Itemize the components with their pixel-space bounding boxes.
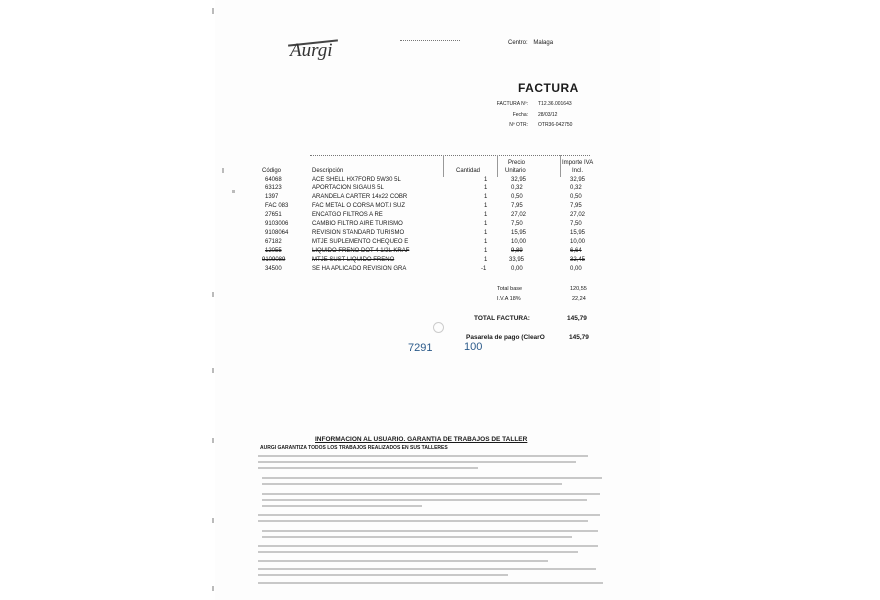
row-codigo: 9109089 <box>262 257 286 263</box>
row-precio: 0,32 <box>511 185 523 191</box>
row-cantidad: -1 <box>481 266 487 272</box>
scan-speck <box>212 368 214 373</box>
invoice-date-label: Fecha: <box>512 112 528 118</box>
info-title: INFORMACION AL USUARIO. GARANTIA DE TRABAJOS DE TALLER <box>315 436 528 443</box>
table-divider <box>497 155 498 177</box>
info-subtitle: AURGI GARANTIZA TODOS LOS TRABAJOS REALIZADOS EN SUS TALLERES <box>260 445 448 451</box>
row-importe: 0,00 <box>570 266 582 272</box>
centro-value: Malaga <box>533 40 554 46</box>
otr-number-value: OTR36-042750 <box>538 122 573 128</box>
row-cantidad: 1 <box>484 230 488 236</box>
col-header-cantidad: Cantidad <box>456 168 481 174</box>
row-importe: 0,32 <box>570 185 582 191</box>
row-codigo: 63123 <box>265 185 282 191</box>
row-codigo: 12055 <box>265 248 282 254</box>
row-precio: 9,89 <box>511 248 523 254</box>
row-cantidad: 1 <box>484 212 488 218</box>
scan-speck <box>212 292 214 297</box>
total-factura-label: TOTAL FACTURA: <box>474 315 530 322</box>
row-descripcion: ARANDELA CARTER 14x22 COBR <box>312 194 408 200</box>
row-precio: 32,95 <box>511 177 527 183</box>
row-importe: 15,95 <box>570 230 586 236</box>
row-codigo: FAC 083 <box>265 203 289 209</box>
table-divider <box>443 155 444 177</box>
row-codigo: 9103006 <box>265 221 289 227</box>
row-descripcion: MTJE SUPLEMENTO CHEQUEO E <box>312 239 409 245</box>
pasarela-value: 145,79 <box>569 334 589 341</box>
row-codigo: 67182 <box>265 239 282 245</box>
scan-speck <box>222 168 224 173</box>
row-codigo: 64068 <box>265 177 282 183</box>
table-top-rule <box>310 155 590 157</box>
row-importe: 32,95 <box>570 177 586 183</box>
row-precio: 0,50 <box>511 194 523 200</box>
row-importe: 32,45 <box>570 257 586 263</box>
row-codigo: 34500 <box>265 266 282 272</box>
row-cantidad: 1 <box>484 177 488 183</box>
table-divider <box>560 155 561 177</box>
pasarela-label: Pasarela de pago (ClearO <box>466 334 545 341</box>
row-cantidad: 1 <box>484 221 488 227</box>
col-header-unitario: Unitario <box>505 168 526 174</box>
row-descripcion: SE HA APLICADO REVISION GRA <box>312 266 407 272</box>
handwritten-number-right: 100 <box>464 341 483 353</box>
row-codigo: 9108064 <box>265 230 289 236</box>
invoice-page <box>215 0 660 600</box>
handwritten-number-left: 7291 <box>408 342 433 354</box>
row-precio: 27,02 <box>511 212 527 218</box>
row-importe: 27,02 <box>570 212 586 218</box>
row-importe: 10,00 <box>570 239 586 245</box>
row-descripcion: ENCATGO FILTROS A RE <box>312 212 383 218</box>
row-descripcion: REVISION STANDARD TURISMO <box>312 230 405 236</box>
scan-speck <box>232 190 235 193</box>
centro-line <box>508 40 553 46</box>
company-logo: Aurgi <box>290 40 333 61</box>
col-header-importe: Importe IVA <box>562 160 594 166</box>
invoice-date-value: 28/03/12 <box>538 112 558 118</box>
invoice-number-label: FACTURA Nº: <box>496 101 528 107</box>
scan-speck <box>212 518 214 523</box>
row-descripcion: ACE SHELL HX7FORD 5W30 5L <box>312 177 401 183</box>
iva-value: 22,24 <box>572 296 586 302</box>
row-cantidad: 1 <box>484 203 488 209</box>
row-codigo: 27651 <box>265 212 282 218</box>
row-cantidad: 1 <box>484 194 488 200</box>
row-precio: 15,95 <box>511 230 527 236</box>
col-header-incl: Incl. <box>572 168 584 174</box>
row-descripcion: LIQUIDO FRENO DOT 4 1/2L KRAF <box>312 248 410 254</box>
invoice-number-value: T12.36.001643 <box>538 101 572 107</box>
row-importe: 7,50 <box>570 221 582 227</box>
scan-speck <box>212 438 214 443</box>
otr-number-label: Nº OTR: <box>509 122 528 128</box>
total-base-label: Total base <box>497 286 523 292</box>
iva-label: I.V.A 18% <box>497 296 521 302</box>
row-descripcion: CAMBIO FILTRO AIRE TURISMO <box>312 221 403 227</box>
row-importe: 0,50 <box>570 194 582 200</box>
row-importe: 6,64 <box>570 248 582 254</box>
row-descripcion: FAC METAL O CORSA MOT.I SUZ <box>312 203 406 209</box>
row-cantidad: 1 <box>484 185 488 191</box>
row-cantidad: 1 <box>484 239 488 245</box>
row-descripcion: MTJE SUST LIQUIDO FRENO <box>312 257 395 263</box>
row-precio: 7,95 <box>511 203 523 209</box>
row-descripcion: APORTACION SIGAUS 5L <box>312 185 384 191</box>
document-title: FACTURA <box>518 81 579 95</box>
col-header-precio: Precio <box>508 160 526 166</box>
row-cantidad: 1 <box>484 248 488 254</box>
total-factura-value: 145,79 <box>567 315 587 322</box>
centro-label: Centro: <box>508 40 528 46</box>
row-precio: 0,00 <box>511 266 523 272</box>
row-cantidad: 1 <box>484 257 488 263</box>
scan-speck <box>212 8 214 14</box>
col-header-descripcion: Descripción <box>312 168 344 174</box>
total-base-value: 120,55 <box>570 286 587 292</box>
row-importe: 7,95 <box>570 203 582 209</box>
header-dots <box>400 40 460 42</box>
row-precio: 33,95 <box>509 257 525 263</box>
row-precio: 7,50 <box>511 221 523 227</box>
row-codigo: 1397 <box>265 194 279 200</box>
circle-mark-icon <box>433 322 444 333</box>
scan-speck <box>212 586 214 591</box>
col-header-codigo: Código <box>262 168 282 174</box>
row-precio: 10,00 <box>511 239 527 245</box>
